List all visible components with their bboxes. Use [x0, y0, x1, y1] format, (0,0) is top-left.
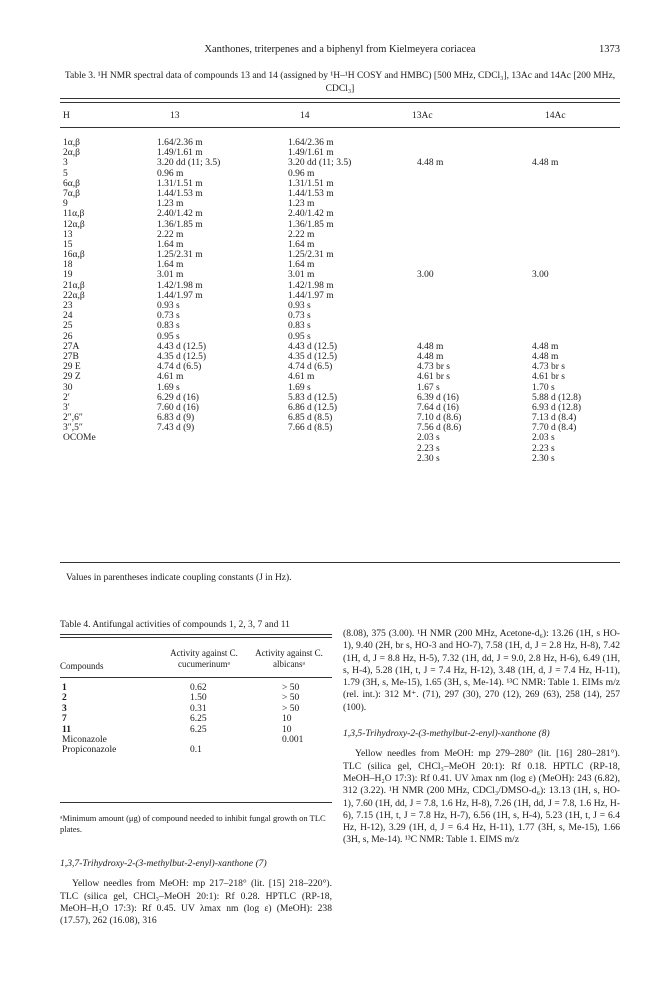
table4-cell: > 50 [282, 703, 300, 714]
table3-cell: 1.25/2.31 m [288, 250, 334, 261]
table3-cell: 4.48 m [417, 158, 444, 169]
table3-cell: 2α,β [63, 148, 80, 159]
table3-cell: 7α,β [63, 188, 80, 199]
page-number: 1373 [599, 44, 620, 55]
table3-cell: 1.64 m [157, 239, 184, 250]
table3-row [60, 230, 620, 240]
table4-header-cucumerinum: Activity against C. cucumerinumᵃ [170, 648, 238, 669]
table3-cell: 7.43 d (9) [157, 423, 195, 434]
table4-row [60, 745, 332, 755]
table3-row [60, 352, 620, 362]
table3-cell: 2.22 m [157, 229, 184, 240]
table3-cell: 15 [63, 239, 73, 250]
table3-cell: 1.64/2.36 m [157, 138, 203, 148]
table3-row [60, 454, 620, 464]
table3-row [60, 291, 620, 301]
table3-cell: 4.61 m [157, 372, 184, 383]
table3-header-rule [60, 127, 620, 128]
table4-cell: 6.25 [190, 724, 207, 735]
table3-cell: 4.73 br s [532, 362, 565, 373]
table3-cell: 1.31/1.51 m [157, 178, 203, 189]
table3-cell: 1α,β [63, 138, 80, 148]
table4-caption: Table 4. Antifungal activities of compounds 1, 2, 3, 7 and 11 [60, 620, 290, 630]
table4-cell: 2 [62, 693, 67, 704]
table4-body [60, 683, 332, 756]
table3-cell: 29 E [63, 362, 81, 373]
table4-cell: 10 [282, 714, 292, 725]
table3-cell: 7.13 d (8.4) [532, 413, 577, 424]
table3-body [60, 138, 620, 464]
table3-row [60, 301, 620, 311]
table4-cell: 0.62 [190, 683, 207, 693]
table3-row [60, 240, 620, 250]
table3-cell: 6.93 d (12.8) [532, 402, 582, 413]
table3-cell: 4.48 m [532, 341, 559, 352]
table3-cell: 0.95 s [288, 331, 311, 342]
table3-cell: 4.35 d (12.5) [157, 351, 207, 362]
table3-row [60, 423, 620, 433]
table4-cell: 3 [62, 703, 67, 714]
table4-cell: 1.50 [190, 693, 207, 704]
table3-cell: 3.01 m [288, 270, 315, 281]
table3-row [60, 158, 620, 168]
table3-cell: 0.83 s [157, 321, 180, 332]
table4-cell: 6.25 [190, 714, 207, 725]
table3-cell: 3.20 dd (11; 3.5) [157, 158, 221, 169]
table3-cell: 4.61 br s [532, 372, 565, 383]
table4-cell: 11 [62, 724, 71, 735]
table3-row [60, 250, 620, 260]
table3-cell: 2.22 m [288, 229, 315, 240]
table3-cell: 1.70 s [532, 382, 555, 393]
table3-cell: 27B [63, 351, 79, 362]
table3-row [60, 332, 620, 342]
table3-cell: 3.01 m [157, 270, 184, 281]
left-column-text [60, 858, 332, 927]
table3-cell: 0.95 s [157, 331, 180, 342]
table3-cell: 29 Z [63, 372, 81, 383]
table3-row [60, 281, 620, 291]
table3-cell: 4.35 d (12.5) [288, 351, 338, 362]
table3-cell: 2.40/1.42 m [157, 209, 203, 220]
table3-row [60, 311, 620, 321]
table3-cell: 5 [63, 168, 68, 179]
compound-8-paragraph: Yellow needles from MeOH: mp 279–280° (lit. [16] 280–281°). TLC (silica gel, CHCl₃–MeOH 20:1): Rf 0.18. HPTLC (RP-18, MeOH–H₂O 17:3): Rf 0.41. UV λmax nm (log ε) (MeOH): 243 (6.82), 312 (3.22). ¹H NMR (200 MHz, CDCl₃/DMSO-d₆): 13.13 (1H, s, HO-1), 7.60 (1H, dd, J = 7.8, 1.6 Hz, H-8), 7.26 (1H, dd, J = 7.8, 1.6 Hz, H-6), 7.15 (1H, t, J = 7.8 Hz, H-7), 6.56 (1H, s, H-4), 5.23 (1H, t, J = 6.4 Hz, H-12), 3.29 (1H, d, J = 6.4 Hz, H-11), 1.77 (3H, s, Me-15), 1.66 (3H, s, Me-14). ¹³C NMR: Table 1. EIMS m/z [343, 748, 620, 846]
table3-cell: 1.44/1.53 m [157, 188, 203, 199]
table3-cell: 4.73 br s [417, 362, 450, 373]
table3-row [60, 393, 620, 403]
table4-cell: 0.1 [190, 745, 202, 756]
table3-cell: 0.93 s [157, 301, 180, 311]
table4-row [60, 704, 332, 714]
table4-row [60, 735, 332, 745]
table3-cell: 0.96 m [157, 168, 184, 179]
table3-cell: 1.36/1.85 m [288, 219, 334, 230]
table3-cell: 0.73 s [288, 311, 311, 322]
table4-cell: Propiconazole [62, 745, 117, 756]
table3-cell: 3″,5″ [63, 423, 83, 434]
compound-8-heading: 1,3,5-Trihydroxy-2-(3-methylbut-2-enyl)-xanthone (8) [343, 728, 550, 740]
table3-cell: 18 [63, 260, 73, 271]
table4-header-compounds: Compounds [60, 661, 104, 671]
table3-cell: 2.30 s [417, 453, 440, 464]
table3-row [60, 444, 620, 454]
table3-cell: 1.44/1.53 m [288, 188, 334, 199]
table3-cell: 0.73 s [157, 311, 180, 322]
table3-cell: 4.48 m [532, 351, 559, 362]
table3-row [60, 433, 620, 443]
table3-row [60, 189, 620, 199]
table3-cell: 2.03 s [532, 433, 555, 444]
table3-header-cell: 14Ac [545, 111, 566, 121]
table3-cell: 1.31/1.51 m [288, 178, 334, 189]
table3-header-cell: H [63, 111, 70, 121]
table3-row [60, 169, 620, 179]
table3-cell: 2.23 s [532, 443, 555, 454]
table3-row [60, 321, 620, 331]
table3-cell: 1.67 s [417, 382, 440, 393]
table3-cell: 3 [63, 158, 68, 169]
table3-cell: 0.83 s [288, 321, 311, 332]
table3-cell: 11α,β [63, 209, 85, 220]
table4-cell: 0.31 [190, 703, 207, 714]
table3-cell: 4.43 d (12.5) [288, 341, 338, 352]
table3-cell: 24 [63, 311, 73, 322]
table3-cell: 6.85 d (8.5) [288, 413, 333, 424]
table3-row [60, 148, 620, 158]
table4-top-rule [60, 634, 332, 635]
table3-cell: 1.64 m [288, 239, 315, 250]
table3-cell: 1.42/1.98 m [288, 280, 334, 291]
table3-cell: 9 [63, 199, 68, 210]
table3-row [60, 342, 620, 352]
compound-7-heading: 1,3,7-Trihydroxy-2-(3-methylbut-2-enyl)-xanthone (7) [60, 858, 267, 869]
table3-cell: 7.66 d (8.5) [288, 423, 333, 434]
table3-cell: 4.48 m [417, 341, 444, 352]
table3-cell: 2.03 s [417, 433, 440, 444]
table3-cell: 7.10 d (8.6) [417, 413, 462, 424]
table3-cell: 2.40/1.42 m [288, 209, 334, 220]
table3-cell: 1.69 s [288, 382, 311, 393]
table3-cell: 7.64 d (16) [417, 402, 459, 413]
table3-cell: 26 [63, 331, 73, 342]
table3-cell: 6.86 d (12.5) [288, 402, 338, 413]
right-column-text [343, 628, 620, 847]
compound-7-paragraph: Yellow needles from MeOH: mp 217–218° (lit. [15] 218–220°). TLC (silica gel, CHCl₃–MeOH 20:1): Rf 0.28. HPTLC (RP-18, MeOH–H₂O 17:3): Rf 0.45. UV λmax nm (log ε) (MeOH): 238 (17.57), 262 (16.08), 316 [60, 878, 332, 927]
table3-cell: 7.56 d (8.6) [417, 423, 462, 434]
table3-row [60, 220, 620, 230]
table3-cell: 7.60 d (16) [157, 402, 199, 413]
table3-cell: 5.88 d (12.8) [532, 392, 582, 403]
table3-header-row [60, 111, 620, 125]
table3-header-cell: 13Ac [412, 111, 433, 121]
table3-row [60, 372, 620, 382]
table3-row [60, 199, 620, 209]
table3-cell: 19 [63, 270, 73, 281]
table4-cell: 7 [62, 714, 67, 725]
table3-cell: 4.61 m [288, 372, 315, 383]
table4-row [60, 683, 332, 693]
table3-cell: 1.49/1.61 m [157, 148, 203, 159]
table3-cell: 4.61 br s [417, 372, 450, 383]
table3-header-cell: 13 [170, 111, 180, 121]
table3-cell: 3.00 [532, 270, 549, 281]
table3-bottom-rule [60, 562, 620, 563]
table3-cell: 1.64/2.36 m [288, 138, 334, 148]
table3-cell: 16α,β [63, 250, 85, 261]
table3-cell: 30 [63, 382, 73, 393]
table3-cell: 6.83 d (9) [157, 413, 195, 424]
table3-top-rule-2 [60, 102, 620, 103]
table3-cell: 0.93 s [288, 301, 311, 311]
table3-row [60, 179, 620, 189]
table3-row [60, 260, 620, 270]
table3-cell: 4.43 d (12.5) [157, 341, 207, 352]
table3-cell: 1.64 m [157, 260, 184, 271]
table3-row [60, 270, 620, 280]
running-head [60, 44, 620, 58]
table3-cell: 5.83 d (12.5) [288, 392, 338, 403]
table3-cell: 1.42/1.98 m [157, 280, 203, 291]
running-title: Xanthones, triterpenes and a biphenyl from Kielmeyera coriacea [204, 44, 476, 55]
table3-cell: 4.74 d (6.5) [157, 362, 202, 373]
table3-cell: 4.74 d (6.5) [288, 362, 333, 373]
table3-cell: 13 [63, 229, 73, 240]
table3-cell: 0.96 m [288, 168, 315, 179]
table3-cell: 6.29 d (16) [157, 392, 199, 403]
table3-cell: 1.44/1.97 m [157, 290, 203, 301]
table3-cell: 1.49/1.61 m [288, 148, 334, 159]
table3-row [60, 403, 620, 413]
table3-cell: 6α,β [63, 178, 80, 189]
table3-cell: 1.44/1.97 m [288, 290, 334, 301]
table3-cell: OCOMe [63, 433, 96, 444]
table3-cell: 25 [63, 321, 73, 332]
table3-cell: 4.48 m [417, 351, 444, 362]
table3-row [60, 362, 620, 372]
table3-header-cell: 14 [300, 111, 310, 121]
table3-row [60, 138, 620, 148]
table3-cell: 1.23 m [288, 199, 315, 210]
table3-cell: 1.23 m [157, 199, 184, 210]
table3-cell: 3′ [63, 402, 70, 413]
table4-row [60, 725, 332, 735]
table4-header-rule [60, 677, 332, 678]
compound-7-continued-paragraph: (8.08), 375 (3.00). ¹H NMR (200 MHz, Acetone-d₆): 13.26 (1H, s HO-1), 9.40 (2H, br s, HO-3 and HO-7), 7.58 (1H, d, J = 2.8 Hz, H-8), 7.42 (1H, d, J = 8.8 Hz, H-5), 7.32 (1H, dd, J = 9.0, 2.8 Hz, H-6), 6.49 (1H, s, H-4), 5.28 (1H, t, J = 7.4 Hz, H-12), 3.48 (1H, d, J = 7.4 Hz, H-11), 1.79 (3H, s, Me-15), 1.65 (3H, s, Me-14). ¹³C NMR: Table 1. EIMs m/z (rel. int.): 312 M⁺. (71), 297 (30), 270 (12), 269 (63), 258 (14), 257 (100). [343, 628, 620, 713]
table3 [60, 111, 620, 464]
table4-cell: Miconazole [62, 734, 107, 745]
table4-cell: 10 [282, 724, 292, 735]
table3-cell: 3.00 [417, 270, 434, 281]
table3-cell: 7.70 d (8.4) [532, 423, 577, 434]
table4-header-albicans: Activity against C. albicansᵃ [255, 648, 323, 669]
table4-footnote: ᵃMinimum amount (μg) of compound needed to inhibit fungal growth on TLC plates. [60, 813, 326, 834]
table3-cell: 21α,β [63, 280, 85, 291]
table3-cell: 1.36/1.85 m [157, 219, 203, 230]
table3-cell: 2.30 s [532, 453, 555, 464]
table3-footnote: Values in parentheses indicate coupling constants (J in Hz). [66, 573, 292, 583]
table4-cell: > 50 [282, 693, 300, 704]
table3-cell: 2.23 s [417, 443, 440, 454]
table4-cell: 1 [62, 683, 67, 693]
table3-cell: 1.69 s [157, 382, 180, 393]
table3-cell: 2′ [63, 392, 70, 403]
table3-cell: 1.25/2.31 m [157, 250, 203, 261]
table3-cell: 22α,β [63, 290, 85, 301]
table4-row [60, 714, 332, 724]
table4-row [60, 693, 332, 703]
table4-cell: 0.001 [282, 734, 304, 745]
table3-cell: 27A [63, 341, 80, 352]
table3-row [60, 383, 620, 393]
table3-top-rule [60, 98, 620, 99]
table3-row [60, 413, 620, 423]
table3-row [60, 209, 620, 219]
table3-cell: 23 [63, 301, 73, 311]
table3-cell: 6.39 d (16) [417, 392, 459, 403]
table4-bottom-rule [60, 802, 332, 803]
table3-cell: 2″,6″ [63, 413, 83, 424]
table3-cell: 12α,β [63, 219, 85, 230]
table3-caption: Table 3. ¹H NMR spectral data of compounds 13 and 14 (assigned by ¹H–¹H COSY and HMBC) [500 MHz, CDCl₃], 13Ac and 14Ac [200 MHz, CDCl₃] [64, 71, 616, 94]
table4-top-rule-2 [60, 637, 332, 638]
table4-cell: > 50 [282, 683, 300, 693]
table3-cell: 3.20 dd (11; 3.5) [288, 158, 352, 169]
table3-cell: 1.64 m [288, 260, 315, 271]
table3-cell: 4.48 m [532, 158, 559, 169]
